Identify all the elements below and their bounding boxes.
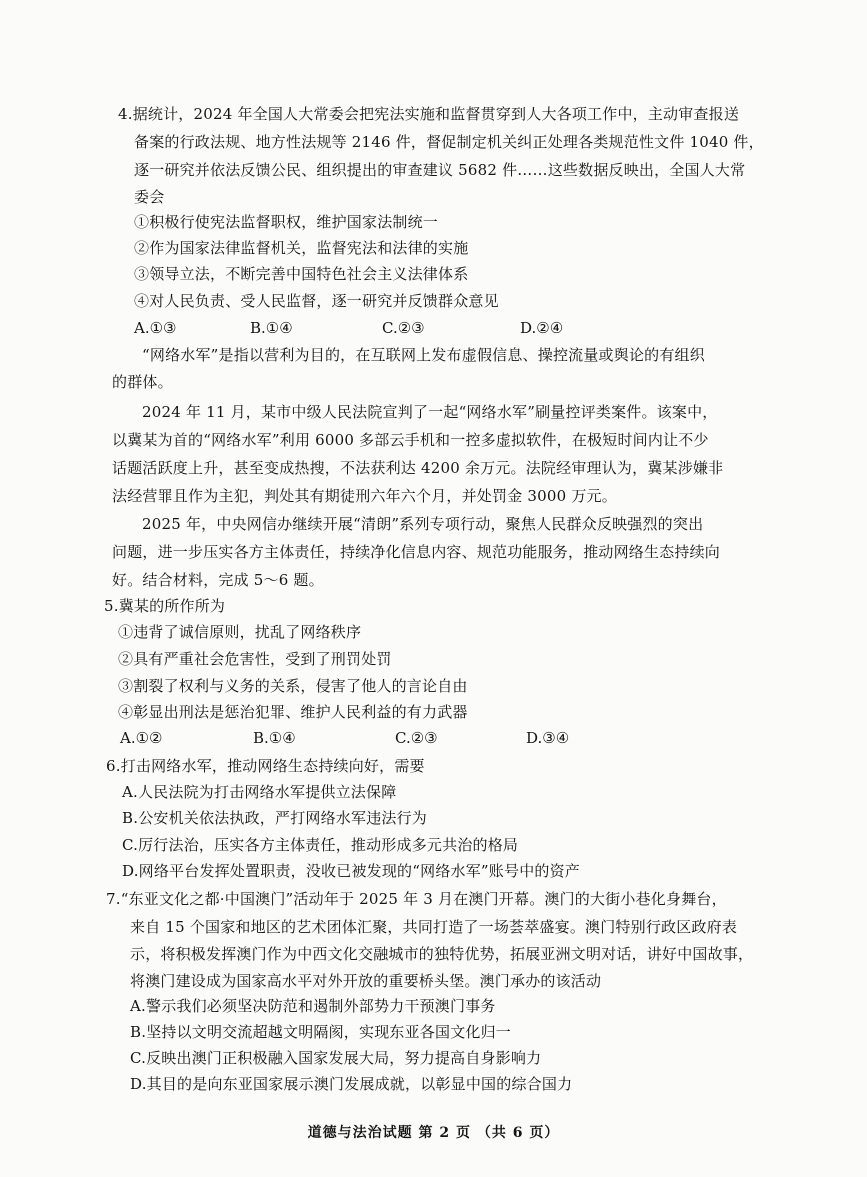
material-line: 的群体。 (112, 373, 173, 391)
q5-option-b[interactable]: B.①④ (253, 729, 296, 747)
q4-stem-line: 4.据统计，2024 年全国人大常委会把宪法实施和监督贯穿到人大各项工作中，主动审查报送 (118, 105, 740, 123)
q4-item: ②作为国家法律监督机关，监督宪法和法律的实施 (134, 239, 469, 257)
q4-stem-line: 委会 (134, 188, 165, 206)
q4-option-b[interactable]: B.①④ (250, 319, 293, 337)
material-line: 2024 年 11 月，某市中级人民法院宣判了一起“网络水军”刷量控评类案件。该案中， (142, 403, 718, 421)
q7-stem-line: 来自 15 个国家和地区的艺术团体汇聚，共同打造了一场荟萃盛宴。澳门特别行政区政府表 (130, 918, 738, 936)
q4-option-c[interactable]: C.②③ (382, 319, 425, 337)
q4-item: ④对人民负责、受人民监督，逐一研究并反馈群众意见 (134, 292, 499, 310)
q5-item: ②具有严重社会危害性，受到了刑罚处罚 (118, 650, 392, 668)
material-line: 2025 年，中央网信办继续开展“清朗”系列专项行动，聚焦人民群众反映强烈的突出 (142, 515, 704, 533)
q6-stem: 6.打击网络水军，推动网络生态持续向好，需要 (106, 757, 425, 775)
material-line: 话题活跃度上升，甚至变成热搜，不法获利达 4200 余万元。法院经审理认为，冀某涉嫌非 (112, 459, 724, 477)
q5-option-c[interactable]: C.②③ (395, 729, 438, 747)
q7-option-c[interactable]: C.反映出澳门正积极融入国家发展大局，努力提高自身影响力 (130, 1049, 542, 1067)
q4-item: ①积极行使宪法监督职权，维护国家法制统一 (134, 213, 439, 231)
q5-item: ①违背了诚信原则，扰乱了网络秩序 (118, 623, 362, 641)
q5-option-a[interactable]: A.①② (120, 729, 163, 747)
q4-option-a[interactable]: A.①③ (134, 319, 177, 337)
q6-option-c[interactable]: C.厉行法治，压实各方主体责任，推动形成多元共治的格局 (122, 836, 519, 854)
q5-stem: 5.冀某的所作所为 (104, 597, 226, 615)
q4-stem-line: 逐一研究并依法反馈公民、组织提出的审查建议 5682 件……这些数据反映出，全国人大常 (134, 161, 746, 179)
q7-option-a[interactable]: A.警示我们必须坚决防范和遏制外部势力干预澳门事务 (130, 997, 496, 1015)
page-footer: 道德与法治试题 第 2 页 （共 6 页） (307, 1125, 560, 1141)
q7-option-b[interactable]: B.坚持以文明交流超越文明隔阂，实现东亚各国文化归一 (130, 1023, 511, 1041)
material-line: 问题，进一步压实各方主体责任，持续净化信息内容、规范功能服务，推动网络生态持续向 (112, 543, 721, 561)
q4-stem-line: 备案的行政法规、地方性法规等 2146 件，督促制定机关纠正处理各类规范性文件 1040 件， (134, 133, 764, 151)
material-line: 以冀某为首的“网络水军”利用 6000 多部云手机和一控多虚拟软件，在极短时间内让不少 (112, 431, 709, 449)
q7-option-d[interactable]: D.其目的是向东亚国家展示澳门发展成就，以彰显中国的综合国力 (130, 1075, 573, 1093)
material-line: 好。结合材料，完成 5～6 题。 (112, 571, 324, 589)
q7-stem-line: 7.“东亚文化之都·中国澳门”活动年于 2025 年 3 月在澳门开幕。澳门的大街小巷化身舞台， (106, 890, 727, 908)
q6-option-d[interactable]: D.网络平台发挥处置职责，没收已被发现的“网络水军”账号中的资产 (122, 862, 580, 880)
q7-stem-line: 将澳门建设成为国家高水平对外开放的重要桥头堡。澳门承办的该活动 (130, 972, 602, 990)
material-line: “网络水军”是指以营利为目的，在互联网上发布虚假信息、操控流量或舆论的有组织 (142, 346, 705, 364)
q4-item: ③领导立法，不断完善中国特色社会主义法律体系 (134, 265, 469, 283)
q6-option-b[interactable]: B.公安机关依法执政，严打网络水军违法行为 (122, 809, 427, 827)
q6-option-a[interactable]: A.人民法院为打击网络水军提供立法保障 (122, 783, 397, 801)
q5-option-d[interactable]: D.③④ (526, 729, 570, 747)
q5-item: ③割裂了权利与义务的关系，侵害了他人的言论自由 (118, 677, 468, 695)
material-line: 法经营罪且作为主犯，判处其有期徒刑六年六个月，并处罚金 3000 万元。 (112, 487, 617, 505)
q4-option-d[interactable]: D.②④ (520, 319, 564, 337)
q5-item: ④彰显出刑法是惩治犯罪、维护人民利益的有力武器 (118, 703, 468, 721)
q7-stem-line: 示，将积极发挥澳门作为中西文化交融城市的独特优势，拓展亚洲文明对话，讲好中国故事， (130, 945, 754, 963)
